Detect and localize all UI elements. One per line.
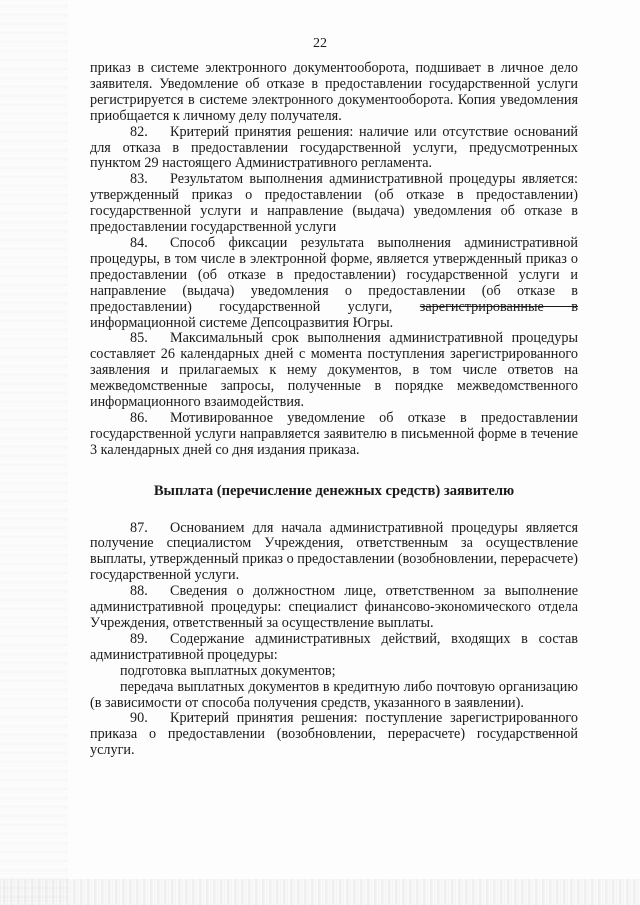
- paragraph-88: [90, 584, 578, 632]
- paragraph-85: [90, 331, 578, 411]
- paragraph-continuation: приказ в системе электронного документооборота, подшивает в личное дело заявителя. Уведомление об отказе в предоставлении государственной услуги регистрируется в системе электронного документооборота. Копия уведомления приобщается к личному делу получателя.: [90, 60, 578, 124]
- paragraph-90: [90, 711, 578, 759]
- paragraph-number: 87.: [130, 519, 148, 536]
- paragraph-text: Критерий принятия решения: поступление зарегистрированного приказа о предоставлении (возобновлении, перерасчете) государственной услуги.: [90, 710, 578, 759]
- paragraph-number: 89.: [130, 630, 148, 647]
- paragraph-text-end: информационной системе Депсоцразвития Югры.: [90, 314, 394, 331]
- page-number: 22: [313, 36, 327, 51]
- scan-bottom-noise: [0, 879, 640, 905]
- paragraph-number: 84.: [130, 234, 148, 251]
- list-item: передача выплатных документов в кредитную либо почтовую организацию (в зависимости от способа получения средств, указанного в заявлении).: [90, 678, 578, 711]
- paragraph-87: [90, 521, 578, 585]
- paragraph-86: [90, 411, 578, 459]
- paragraph-number: 86.: [130, 409, 148, 426]
- struck-text: зарегистрированные в: [419, 298, 578, 315]
- list-item: подготовка выплатных документов;: [120, 662, 336, 679]
- paragraph-text: Содержание административных действий, входящих в состав административной процедуры:: [90, 630, 578, 663]
- paragraph-text: Мотивированное уведомление об отказе в предоставлении государственной услуги направляется заявителю в письменной форме в течение 3 календарных дней со дня издания приказа.: [90, 409, 578, 458]
- paragraph-number: 90.: [130, 710, 148, 727]
- paragraph-83: [90, 172, 578, 236]
- section-heading: Выплата (перечисление денежных средств) заявителю: [153, 482, 515, 499]
- paragraph-text: Результатом выполнения административной процедуры является: утвержденный приказ о предоставлении (об отказе в предоставлении) государственной услуги и направление (выдача) уведомления об отказе в предоставлении государственной услуги: [90, 171, 578, 236]
- paragraph-89: [90, 632, 578, 664]
- paragraph-number: 83.: [130, 171, 148, 188]
- paragraph-text: Сведения о должностном лице, ответственном за выполнение административной процедуры: специалист финансово-экономического отдела Учреждения, ответственный за осуществление выплаты.: [90, 583, 578, 631]
- paragraph-number: 88.: [130, 583, 148, 600]
- scan-margin-noise: [0, 0, 68, 905]
- paragraph-text: Способ фиксации результата выполнения административной процедуры, в том числе в электронной форме, является утвержденный приказ о предоставлении (об отказе в предоставлении) государственной услуги и направление (выдача) уведомления о предоставлении (об отказе в предоставлении) государственной услуги,: [90, 234, 578, 315]
- paragraph-82: [90, 125, 578, 173]
- paragraph-number: 85.: [130, 330, 148, 347]
- paragraph-number: 82.: [130, 123, 148, 140]
- paragraph-text: Максимальный срок выполнения административной процедуры составляет 26 календарных дней с момента поступления зарегистрированного заявления и прилагаемых к нему документов, в том числе ответов на межведомственные запросы, полученные в порядке межведомственного информационного взаимодействия.: [90, 330, 578, 411]
- paragraph-text: Критерий принятия решения: наличие или отсутствие оснований для отказа в предоставлении государственной услуги, предусмотренных пунктом 29 настоящего Административного регламента.: [90, 123, 578, 172]
- paragraph-text: Основанием для начала административной процедуры является получение специалистом Учреждения, ответственным за осуществление выплаты, утвержденный приказ о предоставлении (возобновлении, перерасчете) государственной услуги.: [90, 519, 578, 584]
- paragraph-84: [90, 236, 578, 331]
- document-body: [90, 61, 578, 759]
